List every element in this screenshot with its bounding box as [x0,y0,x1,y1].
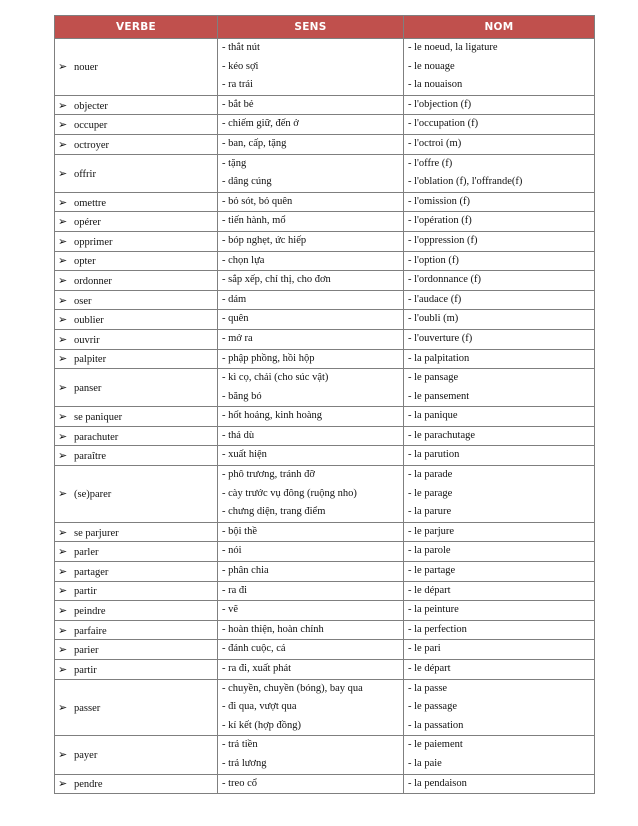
nom-line: - la passation [408,719,464,731]
nom-line: - la palpitation [408,352,470,364]
verb-text: panser [74,383,102,395]
verb-text: se parjurer [74,527,119,539]
nom-cell [404,679,595,736]
verb-text: nouer [74,62,98,74]
sens-line: - trả lương [222,757,267,769]
sens-line: - băng bó [222,390,262,402]
nom-cell [404,231,595,251]
nom-line: - l'oubli (m) [408,313,459,325]
nom-cell [404,212,595,232]
table-row [55,736,595,774]
verb-text: octroyer [74,139,109,151]
sens-cell [218,581,404,601]
verb-text: peindre [74,606,106,618]
sens-line: - cày trước vụ đông (ruộng nho) [222,487,357,499]
sens-line: - nói [222,545,242,557]
sens-line: - mở ra [222,332,253,344]
sens-line: - hoàn thiện, hoàn chỉnh [222,623,324,635]
table-row [55,134,595,154]
verb-text: objecter [74,100,108,112]
arrowhead-bullet-icon: ➢ [58,313,68,327]
sens-line: - kéo sợi [222,60,259,72]
arrowhead-bullet-icon: ➢ [58,215,68,229]
verb-text: offrir [74,168,96,180]
verb-text: opprimer [74,236,113,248]
verb-text: oser [74,295,92,307]
sens-cell [218,640,404,660]
nom-cell [404,640,595,660]
nom-line: - la perfection [408,623,467,635]
sens-line: - trả tiền [222,739,258,751]
nom-cell [404,601,595,621]
nom-line: - la parade [408,469,453,481]
nom-cell [404,310,595,330]
nom-cell [404,581,595,601]
verb-cell [55,581,218,601]
arrowhead-bullet-icon: ➢ [58,273,68,287]
nom-line: - la parole [408,545,451,557]
table-row [55,774,595,794]
arrowhead-bullet-icon: ➢ [58,545,68,559]
table-row [55,466,595,523]
table-row [55,192,595,212]
verb-cell [55,736,218,774]
verb-text: (se)parer [74,489,112,501]
sens-cell [218,542,404,562]
nom-cell [404,660,595,680]
nom-line: - la panique [408,410,458,422]
nom-cell [404,271,595,291]
sens-line: - phân chia [222,565,269,577]
sens-cell [218,251,404,271]
sens-line: - vẽ [222,604,239,616]
verb-cell [55,115,218,135]
nom-line: - la parure [408,506,452,518]
arrowhead-bullet-icon: ➢ [58,166,68,180]
sens-line: - ra đi, xuất phát [222,663,292,674]
sens-cell [218,601,404,621]
nom-line: - l'opération (f) [408,215,472,227]
sens-line: - chưng diện, trang điểm [222,506,326,518]
verb-cell [55,154,218,192]
arrowhead-bullet-icon: ➢ [58,525,68,539]
sens-cell [218,115,404,135]
sens-line: - phô trương, tránh đỡ [222,469,315,481]
sens-line: - dâng cúng [222,176,272,188]
table-row [55,601,595,621]
sens-line: - chuyền, chuyền (bóng), bay qua [222,682,363,694]
table-row [55,251,595,271]
table-row [55,95,595,115]
arrowhead-bullet-icon: ➢ [58,410,68,424]
sens-cell [218,446,404,466]
verb-text: opérer [74,217,101,229]
verb-text: passer [74,702,101,714]
nom-cell [404,562,595,582]
verb-cell [55,329,218,349]
nom-line: - le partage [408,565,456,577]
nom-cell [404,542,595,562]
table-row [55,640,595,660]
table-row [55,349,595,369]
nom-line: - le départ [408,663,451,674]
verb-text: partager [74,566,109,578]
sens-cell [218,620,404,640]
arrowhead-bullet-icon: ➢ [58,98,68,112]
table-row [55,212,595,232]
arrowhead-bullet-icon: ➢ [58,604,68,618]
arrowhead-bullet-icon: ➢ [58,748,68,762]
table-row [55,329,595,349]
nom-line: - le pansement [408,390,470,402]
table-row [55,446,595,466]
arrowhead-bullet-icon: ➢ [58,777,68,791]
nom-line: - l'ordonnance (f) [408,274,482,286]
sens-line: - sắp xếp, chỉ thị, cho đơn [222,274,331,286]
arrowhead-bullet-icon: ➢ [58,564,68,578]
nom-line: - l'offre (f) [408,157,453,169]
nom-cell [404,329,595,349]
arrowhead-bullet-icon: ➢ [58,584,68,598]
verb-text: parler [74,547,99,559]
sens-cell [218,774,404,794]
nom-line: - le passage [408,701,457,713]
nom-line: - l'oppression (f) [408,234,478,246]
arrowhead-bullet-icon: ➢ [58,118,68,132]
arrowhead-bullet-icon: ➢ [58,332,68,346]
sens-line: - chọn lựa [222,254,265,266]
arrowhead-bullet-icon: ➢ [58,60,68,74]
verb-cell [55,39,218,96]
sens-cell [218,95,404,115]
table-row [55,39,595,96]
table-row [55,679,595,736]
vocabulary-table [54,15,595,794]
arrowhead-bullet-icon: ➢ [58,293,68,307]
table-row [55,542,595,562]
arrowhead-bullet-icon: ➢ [58,137,68,151]
nom-cell [404,95,595,115]
nom-cell [404,736,595,774]
nom-line: - le pari [408,643,441,655]
nom-cell [404,154,595,192]
nom-cell [404,115,595,135]
nom-cell [404,426,595,446]
verb-cell [55,95,218,115]
verb-text: ordonner [74,275,112,287]
table-row [55,660,595,680]
sens-line: - ra đi [222,584,248,596]
nom-cell [404,39,595,96]
nom-line: - la parution [408,449,460,461]
nom-line: - l'occupation (f) [408,118,479,130]
sens-cell [218,231,404,251]
nom-line: - le parachutage [408,429,476,441]
nom-line: - l'octroi (m) [408,137,462,149]
sens-line: - bóp nghẹt, ức hiếp [222,234,307,246]
sens-line: - quên [222,313,249,325]
nom-line: - l'option (f) [408,254,459,266]
verb-cell [55,271,218,291]
sens-line: - bội thề [222,525,257,537]
sens-cell [218,736,404,774]
sens-cell [218,329,404,349]
nom-cell [404,407,595,427]
sens-cell [218,290,404,310]
table-row [55,620,595,640]
arrowhead-bullet-icon: ➢ [58,195,68,209]
nom-line: - la paie [408,757,442,769]
verb-cell [55,562,218,582]
nom-line: - le paiement [408,739,463,751]
verb-cell [55,349,218,369]
sens-line: - dám [222,293,247,305]
verb-text: parier [74,645,99,657]
sens-line: - tặng [222,157,247,169]
sens-cell [218,522,404,542]
verb-text: se paniquer [74,412,123,424]
table-row [55,426,595,446]
verb-cell [55,679,218,736]
arrowhead-bullet-icon: ➢ [58,643,68,657]
nom-cell [404,620,595,640]
table-header-row [55,16,595,39]
sens-line: - ban, cấp, tặng [222,137,287,149]
table-row [55,231,595,251]
verb-cell [55,426,218,446]
verb-cell [55,660,218,680]
sens-cell [218,271,404,291]
arrowhead-bullet-icon: ➢ [58,352,68,366]
verb-cell [55,446,218,466]
sens-line: - chiếm giữ, đến ở [222,118,299,130]
sens-cell [218,134,404,154]
verb-text: parachuter [74,431,119,443]
nom-line: - la nouaison [408,79,463,91]
nom-line: - le départ [408,584,451,596]
table-row [55,271,595,291]
nom-line: - le parjure [408,525,455,537]
verb-text: opter [74,256,96,268]
sens-cell [218,407,404,427]
sens-cell [218,562,404,582]
verb-text: paraître [74,451,107,463]
verb-text: pendre [74,779,103,791]
sens-line: - thắt nút [222,42,260,53]
verb-text: partir [74,664,97,676]
nom-line: - la pendaison [408,777,467,789]
nom-line: - l'oblation (f), l'offrande(f) [408,176,523,188]
nom-cell [404,522,595,542]
verb-text: ouvrir [74,334,100,346]
verb-text: omettre [74,197,107,209]
nom-line: - le nouage [408,60,455,72]
nom-line: - l'objection (f) [408,98,472,110]
table-row [55,115,595,135]
vocabulary-page [54,15,594,794]
verb-text: parfaire [74,625,107,637]
nom-line: - l'ouverture (f) [408,332,473,344]
nom-line: - l'audace (f) [408,293,462,305]
nom-cell [404,192,595,212]
arrowhead-bullet-icon: ➢ [58,662,68,676]
sens-cell [218,310,404,330]
sens-line: - bắt bẻ [222,98,254,110]
table-row [55,310,595,330]
sens-line: - phập phồng, hồi hộp [222,352,315,364]
arrowhead-bullet-icon: ➢ [58,449,68,463]
nom-line: - l'omission (f) [408,195,470,207]
sens-cell [218,39,404,96]
table-row [55,290,595,310]
sens-cell [218,660,404,680]
nom-line: - la passe [408,682,448,694]
sens-cell [218,349,404,369]
verb-cell [55,466,218,523]
arrowhead-bullet-icon: ➢ [58,254,68,268]
verb-text: oublier [74,315,104,327]
verb-cell [55,290,218,310]
arrowhead-bullet-icon: ➢ [58,700,68,714]
table-body [55,39,595,794]
verb-cell [55,251,218,271]
sens-line: - bỏ sót, bỏ quên [222,195,293,207]
arrowhead-bullet-icon: ➢ [58,487,68,501]
verb-cell [55,542,218,562]
sens-line: - xuất hiện [222,449,267,461]
arrowhead-bullet-icon: ➢ [58,623,68,637]
sens-cell [218,154,404,192]
table-row [55,562,595,582]
header-sens: SENS [218,16,404,39]
sens-cell [218,466,404,523]
verb-cell [55,310,218,330]
nom-cell [404,446,595,466]
sens-line: - ra trái [222,79,253,91]
arrowhead-bullet-icon: ➢ [58,429,68,443]
verb-text: partir [74,586,97,598]
nom-cell [404,290,595,310]
arrowhead-bullet-icon: ➢ [58,234,68,248]
verb-cell [55,369,218,407]
sens-line: - tiến hành, mổ [222,215,286,227]
nom-line: - le noeud, la ligature [408,42,498,53]
sens-cell [218,679,404,736]
table-row [55,154,595,192]
verb-text: occuper [74,120,108,132]
table-row [55,522,595,542]
nom-cell [404,349,595,369]
verb-cell [55,601,218,621]
table-row [55,369,595,407]
arrowhead-bullet-icon: ➢ [58,381,68,395]
sens-line: - kí kết (hợp đồng) [222,719,302,731]
nom-line: - le pansage [408,372,459,384]
verb-cell [55,192,218,212]
nom-line: - le parage [408,487,453,499]
verb-cell [55,231,218,251]
verb-text: payer [74,750,98,762]
sens-cell [218,192,404,212]
nom-cell [404,134,595,154]
header-nom: NOM [404,16,595,39]
sens-line: - hốt hoảng, kinh hoàng [222,410,323,422]
table-row [55,407,595,427]
sens-cell [218,426,404,446]
nom-line: - la peinture [408,604,459,616]
sens-line: - đánh cuộc, cá [222,643,286,655]
verb-cell [55,522,218,542]
sens-cell [218,369,404,407]
verb-cell [55,640,218,660]
verb-cell [55,212,218,232]
nom-cell [404,369,595,407]
verb-cell [55,620,218,640]
sens-line: - thả dù [222,429,255,441]
table-row [55,581,595,601]
nom-cell [404,466,595,523]
verb-cell [55,407,218,427]
header-verb: VERBE [55,16,218,39]
sens-line: - đi qua, vượt qua [222,701,297,713]
sens-cell [218,212,404,232]
nom-cell [404,251,595,271]
sens-line: - treo cổ [222,777,257,789]
sens-line: - kì cọ, chải (cho súc vật) [222,372,329,384]
verb-cell [55,774,218,794]
nom-cell [404,774,595,794]
verb-cell [55,134,218,154]
verb-text: palpiter [74,354,107,366]
